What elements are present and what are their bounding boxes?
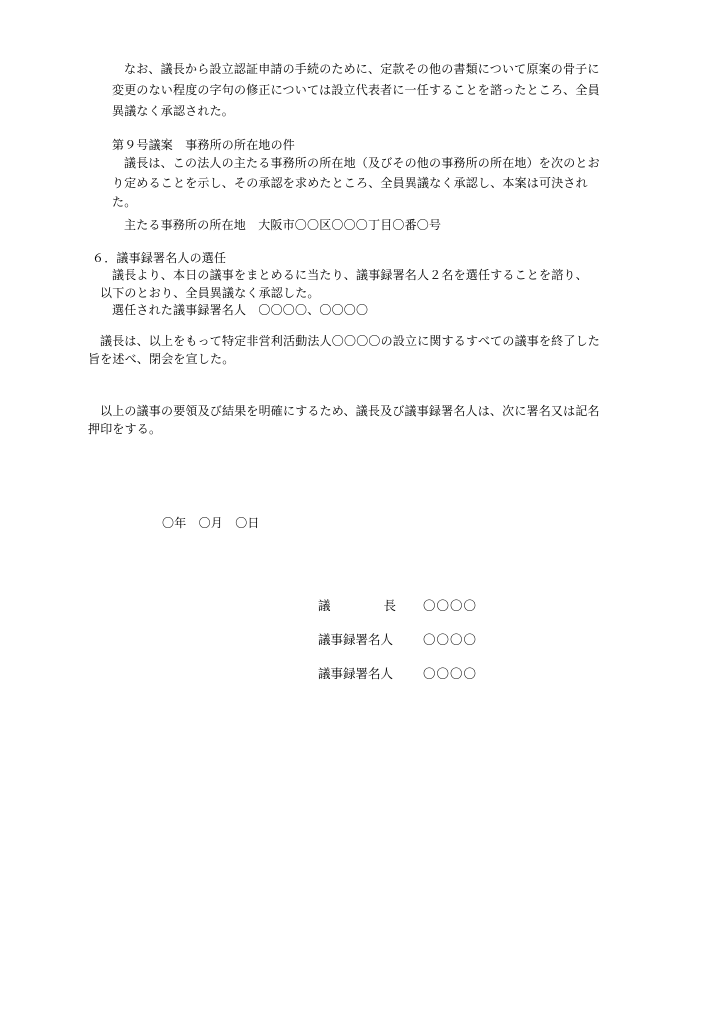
amendment-text-line: 変更のない程度の字句の修正については設立代表者に一任することを諮ったところ、全員	[112, 83, 600, 97]
attestation-text-line: 押印をする。	[88, 422, 162, 436]
minutes-date: 〇年 〇月 〇日	[162, 516, 260, 530]
signature-name-chair: 〇〇〇〇	[423, 598, 478, 613]
section6-body-line: 議長より、本日の議事をまとめるに当たり、議事録署名人２名を選任することを諮り、	[112, 268, 588, 282]
signature-role-signer-2: 議事録署名人	[318, 666, 394, 681]
agenda9-body-line: た。	[112, 195, 137, 209]
agenda9-title: 第９号議案 事務所の所在地の件	[112, 138, 296, 152]
amendment-text-line: 異議なく承認された。	[112, 104, 235, 118]
signature-name-signer-2: 〇〇〇〇	[423, 666, 478, 681]
section6-body-line: 以下のとおり、全員異議なく承認した。	[100, 286, 320, 300]
signature-role-signer-1: 議事録署名人	[318, 632, 394, 647]
signature-name-signer-1: 〇〇〇〇	[423, 632, 478, 647]
signature-role-chair	[318, 599, 396, 613]
signature-role-label: 議長	[318, 598, 396, 613]
attestation-text-line: 以上の議事の要領及び結果を明確にするため、議長及び議事録署名人は、次に署名又は記名	[100, 404, 600, 418]
elected-signers: 選任された議事録署名人 〇〇〇〇、〇〇〇〇	[112, 303, 369, 317]
section6-heading: ６．議事録署名人の選任	[92, 251, 227, 265]
agenda9-body-line: 議長は、この法人の主たる事務所の所在地（及びその他の事務所の所在地）を次のとお	[124, 156, 600, 170]
office-location: 主たる事務所の所在地 大阪市〇〇区〇〇〇丁目〇番〇号	[124, 218, 442, 232]
agenda9-body-line: り定めることを示し、その承認を求めたところ、全員異議なく承認し、本案は可決され	[112, 176, 588, 190]
amendment-text-line: なお、議長から設立認証申請の手続のために、定款その他の書類について原案の骨子に	[124, 62, 600, 76]
closing-text-line: 旨を述べ、閉会を宣した。	[88, 352, 235, 366]
closing-text-line: 議長は、以上をもって特定非営利活動法人〇〇〇〇の設立に関するすべての議事を終了した	[100, 334, 600, 348]
